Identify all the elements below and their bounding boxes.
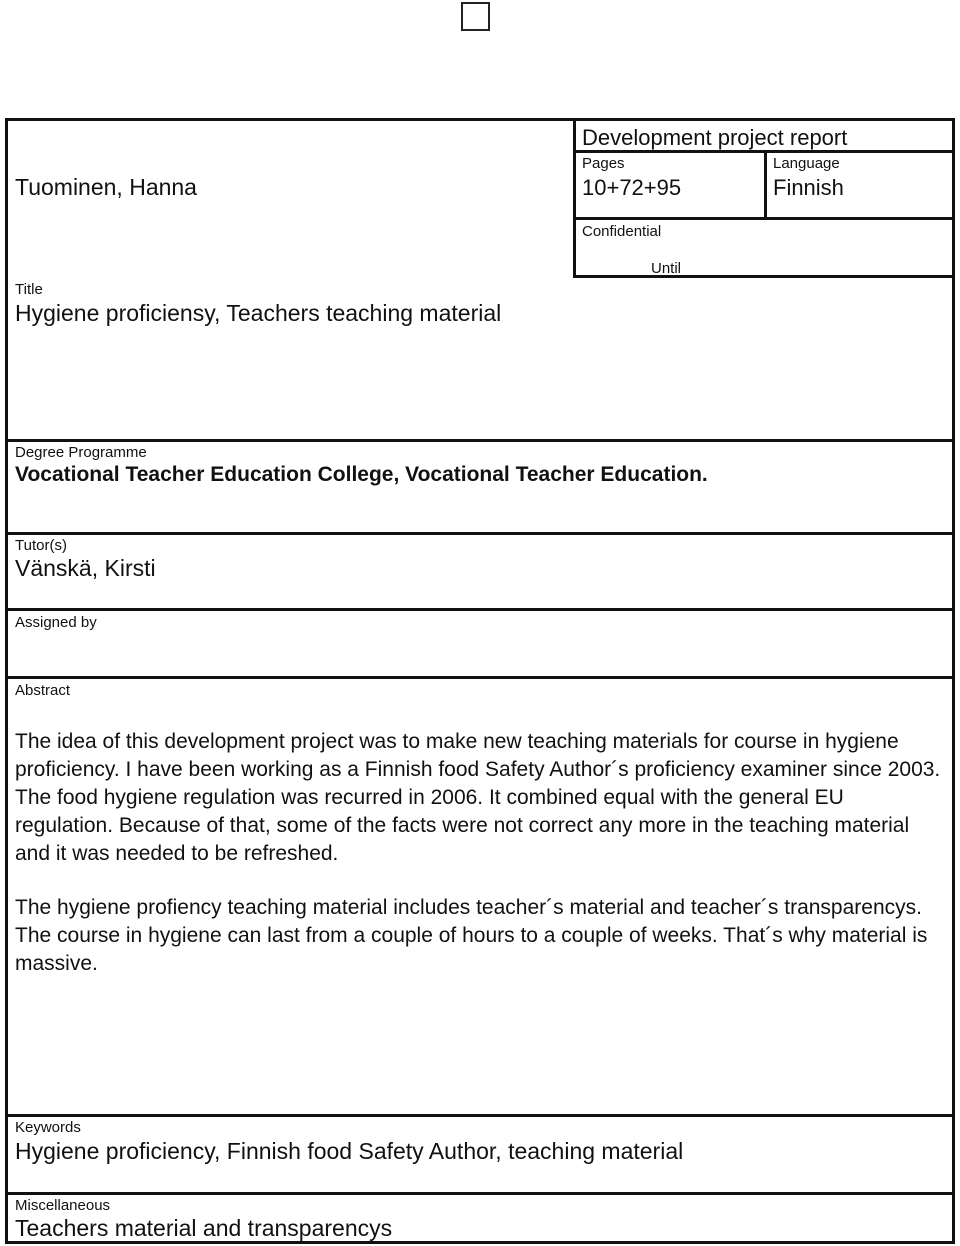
title-value: Hygiene proficiensy, Teachers teaching material [15, 300, 502, 326]
divider-keywords [8, 1114, 952, 1117]
pages-label: Pages [582, 155, 625, 172]
confidential-label: Confidential [582, 223, 662, 240]
report-type: Development project report [582, 125, 848, 150]
until-blank[interactable] [681, 260, 797, 277]
abstract-paragraph-2: The hygiene profiency teaching material includes teacher´s material and teacher´s transparencys. The course in hygiene can last from a couple of hours to a couple of weeks. That´s why material is massive. [15, 896, 928, 975]
degree-value: Vocational Teacher Education College, Vocational Teacher Education. [15, 463, 708, 486]
tutor-label: Tutor(s) [15, 537, 67, 554]
divider-assigned [8, 608, 952, 611]
divider-abstract [8, 676, 952, 679]
until-field[interactable] [651, 260, 797, 277]
header-divider-language [764, 150, 767, 220]
divider-misc [8, 1192, 952, 1195]
title-label: Title [15, 281, 43, 298]
abstract-paragraph-1: The idea of this development project was to make new teaching materials for course in hygiene proficiency. I have been working as a Finnish food Safety Author´s proficiency examiner since 2003. The food hygiene regulation was recurred in 2006. It combined equal with the general EU regulation. Because of that, some of the facts were not correct any more in the teaching material and it was needed to be refreshed. [15, 730, 941, 865]
pages-value: 10+72+95 [582, 175, 682, 200]
degree-label: Degree Programme [15, 444, 147, 461]
until-label: Until [651, 260, 682, 277]
abstract-label: Abstract [15, 682, 71, 699]
keywords-value: Hygiene proficiency, Finnish food Safety Author, teaching material [15, 1138, 684, 1164]
misc-label: Miscellaneous [15, 1197, 111, 1214]
divider-tutor [8, 532, 952, 535]
header-divider-vertical [573, 121, 576, 278]
language-label: Language [773, 155, 840, 172]
keywords-label: Keywords [15, 1119, 81, 1136]
header-divider-pages [573, 217, 953, 220]
language-value: Finnish [773, 175, 844, 200]
misc-value: Teachers material and transparencys [15, 1215, 393, 1241]
report-form [5, 118, 955, 1244]
tutor-value: Vänskä, Kirsti [15, 555, 156, 581]
assigned-by-label: Assigned by [15, 614, 97, 631]
divider-degree [8, 439, 952, 442]
checkbox[interactable] [461, 2, 490, 31]
abstract-body [15, 728, 945, 1004]
author-name: Tuominen, Hanna [15, 174, 197, 200]
